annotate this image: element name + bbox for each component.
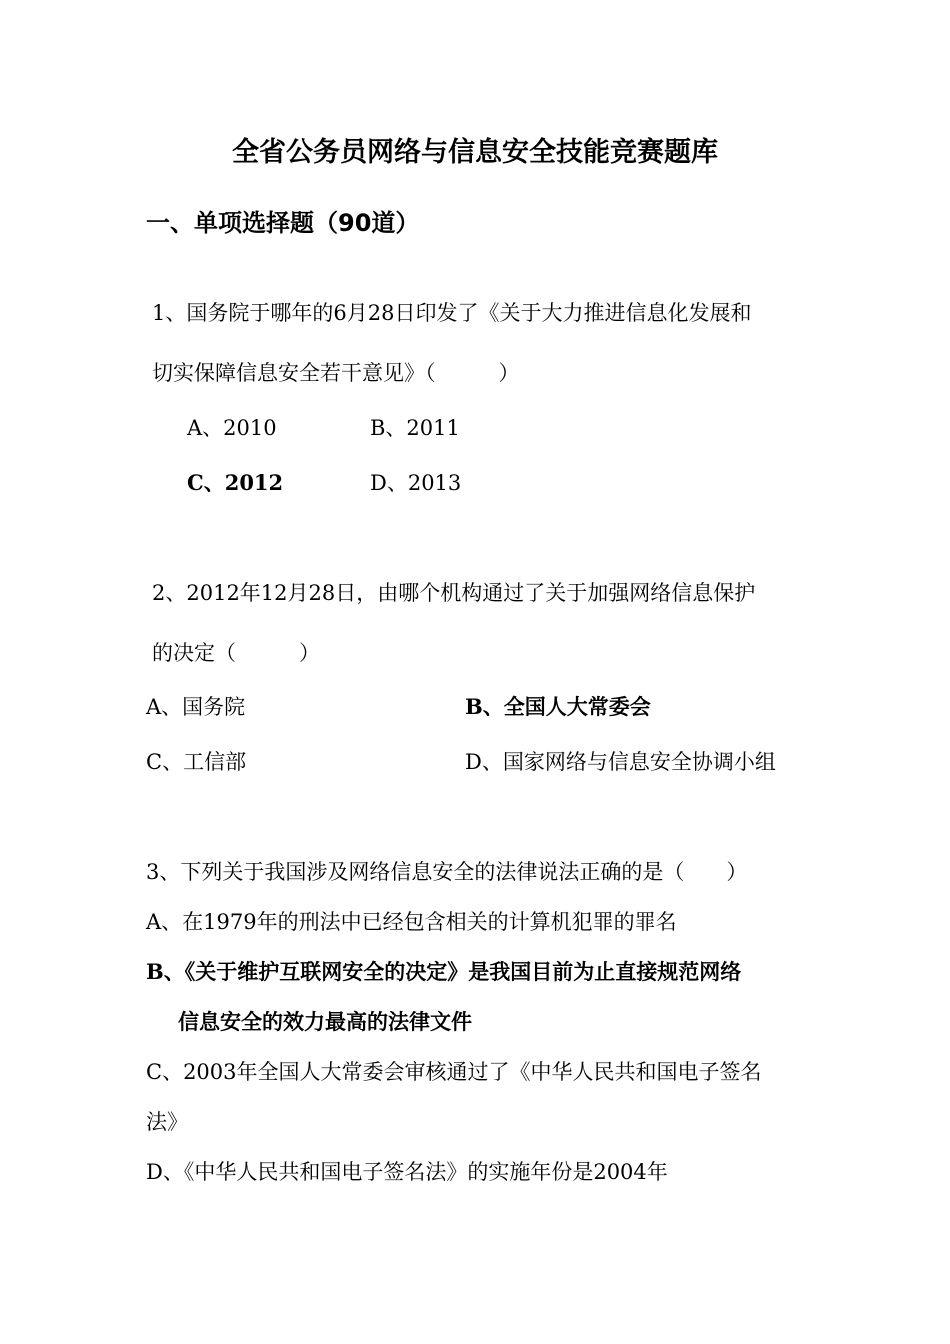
question-2-option-b: B、全国人大常委会 [465,694,651,719]
question-1-option-c: C、2012 [187,470,284,495]
question-3-option-b-line-2: 信息安全的效力最高的法律文件 [178,1009,472,1034]
question-2-line-2: 的决定（ ） [152,641,320,665]
question-2-option-d: D、国家网络与信息安全协调小组 [465,750,776,774]
question-3-option-c-line-1: C、2003年全国人大常委会审核通过了《中华人民共和国电子签名 [146,1060,762,1084]
question-2-option-a: A、国务院 [146,695,246,719]
question-2-option-c: C、工信部 [146,750,247,774]
document-title: 全省公务员网络与信息安全技能竞赛题库 [232,137,718,168]
question-1-option-b: B、2011 [370,416,460,440]
question-3-line-1: 3、下列关于我国涉及网络信息安全的法律说法正确的是（ ） [146,860,748,884]
question-2-line-1: 2、2012年12月28日，由哪个机构通过了关于加强网络信息保护 [152,581,756,605]
question-1-option-d: D、2013 [370,471,462,495]
question-1-option-a: A、2010 [187,416,277,440]
question-3-option-d: D、《中华人民共和国电子签名法》的实施年份是2004年 [146,1160,668,1184]
question-3-option-b-line-1: B、《关于维护互联网安全的决定》是我国目前为止直接规范网络 [146,959,742,984]
question-3-option-c-line-2: 法》 [146,1110,188,1134]
question-1-line-2: 切实保障信息安全若干意见》（ ） [152,361,520,385]
question-1-line-1: 1、国务院于哪年的6月28日印发了《关于大力推进信息化发展和 [152,301,752,325]
question-3-option-a: A、在1979年的刑法中已经包含相关的计算机犯罪的罪名 [146,910,677,934]
section-heading: 一、单项选择题（90道） [146,209,420,237]
